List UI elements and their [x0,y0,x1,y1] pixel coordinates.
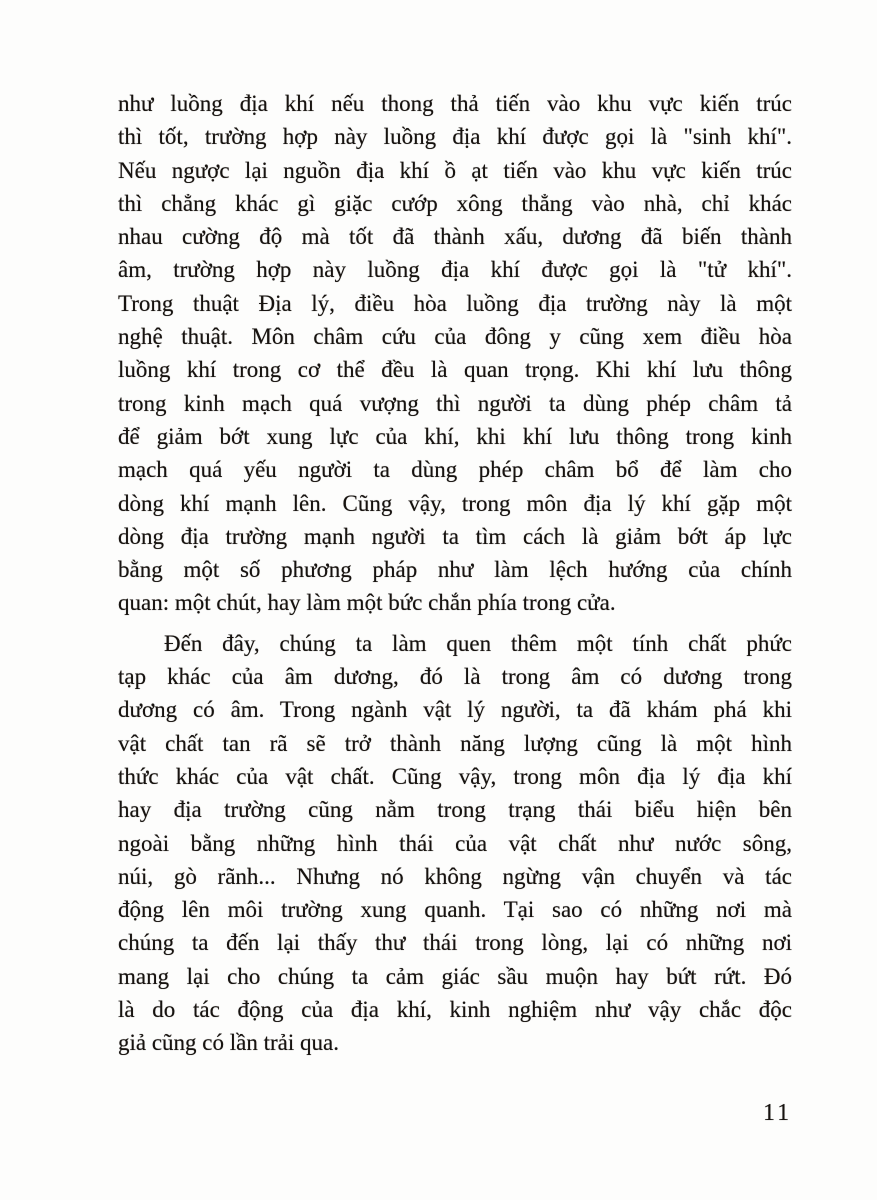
text-line: để giảm bớt xung lực của khí, khi khí lưu thông trong kinh [118,423,792,449]
text-line: dòng địa trường mạnh người ta tìm cách là giảm bớt áp lực [118,523,792,549]
text-line: hay địa trường cũng nằm trong trạng thái biểu hiện bên [118,797,792,823]
paragraph-2 [118,627,792,1060]
text-line: thì chẳng khác gì giặc cướp xông thẳng vào nhà, chỉ khác [118,190,792,216]
text-line: vật chất tan rã sẽ trở thành năng lượng cũng là một hình [118,730,792,756]
text-line: chúng ta đến lại thấy thư thái trong lòng, lại có những nơi [118,930,792,956]
text-line: thì tốt, trường hợp này luồng địa khí được gọi là "sinh khí". [118,124,792,150]
text-line: dương có âm. Trong ngành vật lý người, ta đã khám phá khi [118,697,792,723]
text-line: trong kinh mạch quá vượng thì người ta dùng phép châm tả [118,390,792,416]
text-line: là do tác động của địa khí, kinh nghiệm như vậy chắc độc [118,997,792,1023]
text-line: giả cũng có lần trải qua. [118,1030,339,1056]
text-line: Đến đây, chúng ta làm quen thêm một tính chất phức [164,630,792,656]
text-line: mạch quá yếu người ta dùng phép châm bổ để làm cho [118,457,792,483]
text-line: nghệ thuật. Môn châm cứu của đông y cũng xem điều hòa [118,324,792,350]
text-line: như luồng địa khí nếu thong thả tiến vào khu vực kiến trúc [118,91,792,116]
text-block [118,87,792,1060]
text-line: quan: một chút, hay làm một bức chắn phía trong cửa. [118,590,616,616]
text-line: bằng một số phương pháp như làm lệch hướng của chính [118,557,792,583]
text-line: nhau cường độ mà tốt đã thành xấu, dương đã biến thành [118,224,792,250]
text-line: mang lại cho chúng ta cảm giác sầu muộn hay bứt rứt. Đó [118,963,792,989]
page-number: 11 [763,1100,793,1126]
text-line: thức khác của vật chất. Cũng vậy, trong môn địa lý địa khí [118,763,792,789]
text-line: tạp khác của âm dương, đó là trong âm có dương trong [118,664,792,690]
text-line: ngoài bằng những hình thái của vật chất như nước sông, [118,830,792,856]
text-line: Nếu ngược lại nguồn địa khí ồ ạt tiến vào khu vực kiến trúc [118,157,792,183]
text-line: âm, trường hợp này luồng địa khí được gọi là "tử khí". [118,257,792,283]
text-line: dòng khí mạnh lên. Cũng vậy, trong môn địa lý khí gặp một [118,490,792,516]
text-line: động lên môi trường xung quanh. Tại sao có những nơi mà [118,897,792,923]
text-line: núi, gò rãnh... Nhưng nó không ngừng vận chuyển và tác [118,863,792,889]
paragraph-1 [118,87,792,620]
text-line: Trong thuật Địa lý, điều hòa luồng địa trường này là một [118,290,792,316]
text-line: luồng khí trong cơ thể đều là quan trọng. Khi khí lưu thông [118,357,792,383]
